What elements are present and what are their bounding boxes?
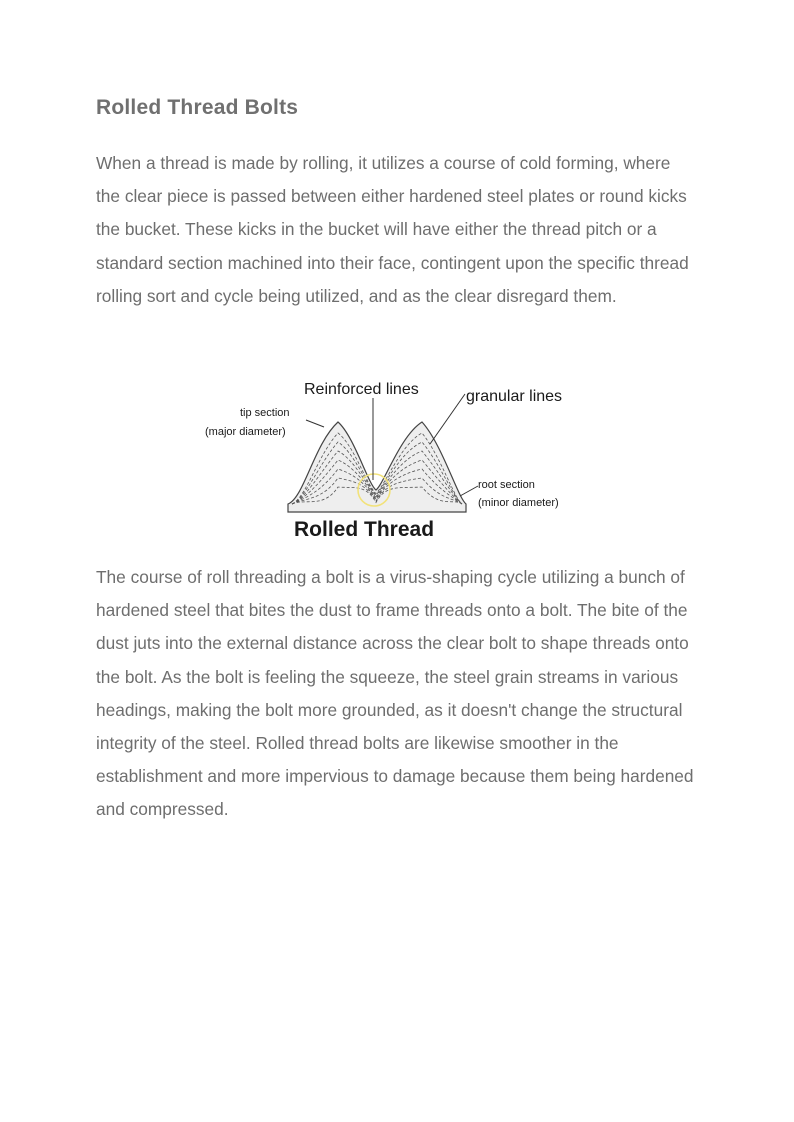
rolled-thread-diagram: [196, 372, 596, 544]
label-minor-diameter: (minor diameter): [478, 497, 559, 509]
label-major-diameter: (major diameter): [205, 426, 286, 438]
page-title: Rolled Thread Bolts: [96, 96, 299, 119]
label-tip-section: tip section: [240, 407, 290, 419]
label-root-section: root section: [478, 479, 535, 491]
label-granular-lines: granular lines: [466, 388, 563, 405]
figure-caption: Rolled Thread: [294, 518, 435, 541]
body-paragraph: The course of roll threading a bolt is a virus-shaping cycle utilizing a bunch of hardened steel that bites the dust to frame threads onto a bolt. The bite of the dust juts into the external distance across the clear bolt to shape threads onto the bolt. As the bolt is feeling the squeeze, the steel grain streams in various headings, making the bolt more grounded, as it doesn't change the structural integrity of the steel. Rolled thread bolts are likewise smoother in the establishment and more impervious to damage because them being hardened and compressed.: [96, 567, 694, 820]
granular-leader-line: [430, 394, 465, 444]
label-reinforced-lines: Reinforced lines: [304, 381, 419, 398]
tip-leader-line: [306, 420, 324, 427]
intro-paragraph: When a thread is made by rolling, it utilizes a course of cold forming, where the clear piece is passed between either hardened steel plates or round kicks the bucket. These kicks in the bucket will have either the thread pitch or a standard section machined into their face, contingent upon the specific thread rolling sort and cycle being utilized, and as the clear disregard them.: [96, 153, 689, 306]
root-leader-line: [460, 486, 478, 496]
thread-profile: [288, 422, 466, 512]
